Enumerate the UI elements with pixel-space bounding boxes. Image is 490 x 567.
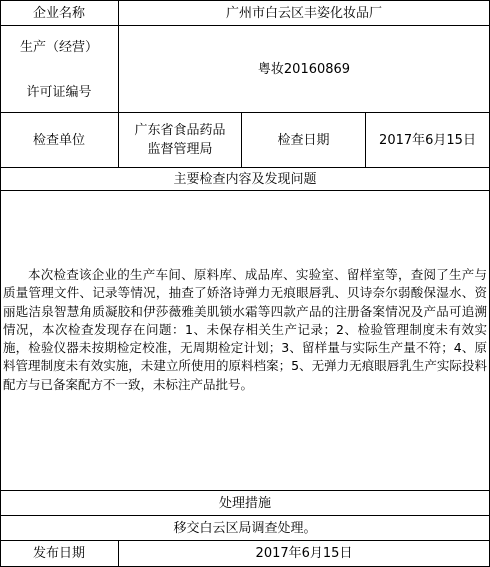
company-name-label: 企业名称 [32, 5, 85, 21]
main-findings-header: 主要检查内容及发现问题 [173, 171, 317, 187]
publish-date-label: 发布日期 [32, 546, 85, 561]
measures-text: 移交白云区局调查处理。 [173, 520, 317, 536]
inspection-date-value: 2017年6月15日 [379, 132, 476, 148]
measures-header: 处理措施 [218, 495, 271, 511]
company-name-value: 广州市白云区丰姿化妆品厂 [225, 5, 382, 21]
main-findings-text: 本次检查该企业的生产车间、原料库、成品库、实验室、留样室等，查阅了生产与质量管理文件、记录等情况，抽查了娇洛诗弹力无痕眼唇乳、贝诗奈尔弱酸保湿水、资丽匙洁泉智慧角质凝胶和伊莎薇雅美肌锁水霜等四款产品的注册备案情况及产品可追溯情况，本次检查发现存在问题：1、未保存相关生产记录；2、检验管理制度未有效实施，检验仪器未按期检定校准，无周期检定计划；3、留样量与实际生产量不符；4、原料管理制度未有效实施，未建立所使用的原料档案；5、无弹力无痕眼唇乳生产实际投料配方与已备案配方不一致，未标注产品批号。 [3, 267, 487, 392]
license-label-line1: 生产（经营） [19, 39, 98, 55]
license-value: 粤妆20160869 [257, 61, 351, 77]
table-line [0, 190, 490, 191]
inspection-unit-label: 检查单位 [32, 132, 85, 148]
inspection-date-label: 检查日期 [277, 132, 330, 148]
inspection-unit-value-line1: 广东省食品药品 [134, 123, 226, 138]
inspection-unit-value-line2: 监督管理局 [147, 142, 213, 157]
publish-date-value: 2017年6月15日 [255, 546, 353, 561]
license-label-line2: 许可证编号 [26, 84, 92, 100]
